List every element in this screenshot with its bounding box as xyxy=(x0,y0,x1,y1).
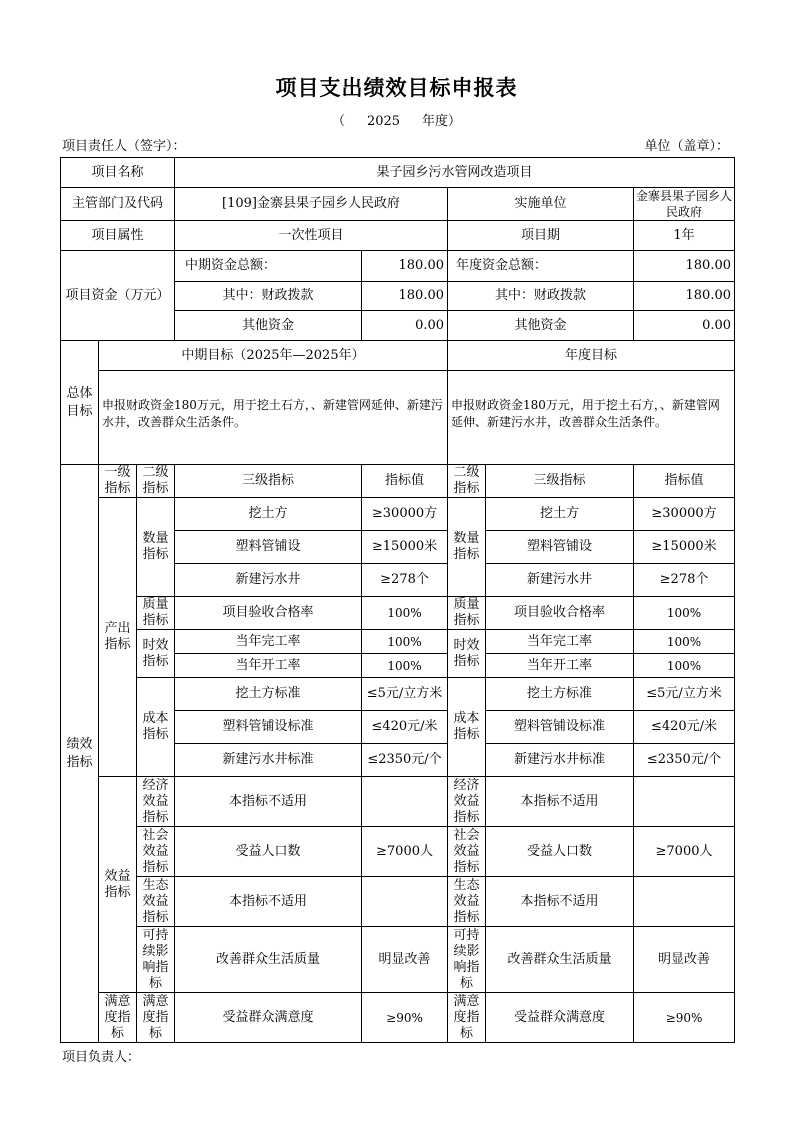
indicator-value: ≥15000米 xyxy=(362,531,448,564)
indicator-value: ≤2350元/个 xyxy=(362,744,448,777)
indicator-name: 本指标不适用 xyxy=(175,777,362,827)
year-ecological-indicator-label: 生态效益指标 xyxy=(448,877,486,927)
indicator-name: 项目验收合格率 xyxy=(175,597,362,630)
year-indicator-name: 当年开工率 xyxy=(486,654,634,678)
year-other-value: 0.00 xyxy=(634,311,735,341)
department-row xyxy=(61,188,735,221)
year-level2-header: 二级指标 xyxy=(448,465,486,498)
indicator-value: 100% xyxy=(362,654,448,678)
indicator-row xyxy=(61,597,735,630)
year-indicator-name: 本指标不适用 xyxy=(486,777,634,827)
project-lead-label: 项目负责人： xyxy=(62,1050,141,1065)
performance-indicator-label: 绩效指标 xyxy=(61,465,99,1043)
year-open: （ xyxy=(331,114,345,129)
year-indicator-value: ≤420元/米 xyxy=(634,711,735,744)
unit-seal-label: 单位（盖章）： xyxy=(644,139,729,154)
output-indicator-label: 产出指标 xyxy=(99,498,137,777)
year-goal-header: 年度目标 xyxy=(448,341,735,371)
project-attribute-value: 一次性项目 xyxy=(175,221,448,251)
project-period-value: 1年 xyxy=(634,221,735,251)
satisfaction-level1-label: 满意度指标 xyxy=(99,993,137,1043)
indicator-value: ≤5元/立方米 xyxy=(362,678,448,711)
year-sustainability-indicator-label: 可持续影响指标 xyxy=(448,927,486,993)
mid-fiscal-label: 其中：财政拨款 xyxy=(175,282,362,311)
timeliness-indicator-label: 时效指标 xyxy=(137,630,175,678)
year-satisfaction-level2-label: 满意度指标 xyxy=(448,993,486,1043)
year-indicator-value xyxy=(634,777,735,827)
year-other-label: 其他资金 xyxy=(448,311,634,341)
mid-other-label: 其他资金 xyxy=(175,311,362,341)
indicator-value: ≤420元/米 xyxy=(362,711,448,744)
year-indicator-name: 塑料管铺设标准 xyxy=(486,711,634,744)
year-quality-indicator-label: 质量指标 xyxy=(448,597,486,630)
year-indicator-name: 本指标不适用 xyxy=(486,877,634,927)
funds-total-row xyxy=(61,251,735,282)
cost-indicator-label: 成本指标 xyxy=(137,678,175,777)
indicator-row xyxy=(61,630,735,654)
mid-total-value: 180.00 xyxy=(362,251,448,282)
sustainability-indicator-label: 可持续影响指标 xyxy=(137,927,175,993)
year-indicator-name: 改善群众生活质量 xyxy=(486,927,634,993)
quality-indicator-label: 质量指标 xyxy=(137,597,175,630)
year-suffix: 年度） xyxy=(422,114,462,129)
year-indicator-value: ≥278个 xyxy=(634,564,735,597)
satisfaction-level2-label: 满意度指标 xyxy=(137,993,175,1043)
year-quantity-indicator-label: 数量指标 xyxy=(448,498,486,597)
year-indicator-value: ≥30000方 xyxy=(634,498,735,531)
indicator-row xyxy=(61,927,735,993)
indicator-name: 塑料管铺设 xyxy=(175,531,362,564)
indicator-header-row xyxy=(61,465,735,498)
economic-indicator-label: 经济效益指标 xyxy=(137,777,175,827)
indicator-row xyxy=(61,993,735,1043)
indicator-value: ≥30000方 xyxy=(362,498,448,531)
indicator-row xyxy=(61,777,735,827)
year-indicator-value: 100% xyxy=(634,597,735,630)
indicator-value: ≥278个 xyxy=(362,564,448,597)
indicator-name: 塑料管铺设标准 xyxy=(175,711,362,744)
year-cost-indicator-label: 成本指标 xyxy=(448,678,486,777)
mid-goal-header: 中期目标（2025年—2025年） xyxy=(99,341,448,371)
year-indicator-value: ≥7000人 xyxy=(634,827,735,877)
indicator-value xyxy=(362,777,448,827)
indicator-value: 明显改善 xyxy=(362,927,448,993)
indicator-name: 当年完工率 xyxy=(175,630,362,654)
year-value-header: 指标值 xyxy=(634,465,735,498)
indicator-name: 挖土方 xyxy=(175,498,362,531)
year-indicator-value: ≥90% xyxy=(634,993,735,1043)
page-title: 项目支出绩效目标申报表 xyxy=(275,76,518,100)
year-indicator-name: 受益群众满意度 xyxy=(486,993,634,1043)
year-indicator-value: 100% xyxy=(634,654,735,678)
project-attribute-row xyxy=(61,221,735,251)
indicator-row xyxy=(61,877,735,927)
level3-header: 三级指标 xyxy=(175,465,362,498)
indicator-value: 100% xyxy=(362,630,448,654)
year-social-indicator-label: 社会效益指标 xyxy=(448,827,486,877)
year-fiscal-value: 180.00 xyxy=(634,282,735,311)
fiscal-year xyxy=(0,110,793,129)
project-attribute-label: 项目属性 xyxy=(61,221,175,251)
indicator-name: 受益人口数 xyxy=(175,827,362,877)
indicator-value: ≥7000人 xyxy=(362,827,448,877)
implementing-unit-value: 金寨县果子园乡人民政府 xyxy=(634,188,735,221)
indicator-value: 100% xyxy=(362,597,448,630)
performance-goal-table xyxy=(60,157,735,1043)
year-indicator-name: 塑料管铺设 xyxy=(486,531,634,564)
year-indicator-name: 新建污水井 xyxy=(486,564,634,597)
year-total-value: 180.00 xyxy=(634,251,735,282)
overall-goal-label: 总体目标 xyxy=(61,341,99,465)
year-level3-header: 三级指标 xyxy=(486,465,634,498)
year-goal-text: 申报财政资金180万元，用于挖土石方，、新建管网延伸、新建污水井，改善群众生活条件。 xyxy=(448,371,735,465)
indicator-row xyxy=(61,498,735,531)
year-fiscal-label: 其中：财政拨款 xyxy=(448,282,634,311)
indicator-name: 本指标不适用 xyxy=(175,877,362,927)
mid-fiscal-value: 180.00 xyxy=(362,282,448,311)
project-name-row xyxy=(61,158,735,188)
social-indicator-label: 社会效益指标 xyxy=(137,827,175,877)
indicator-name: 当年开工率 xyxy=(175,654,362,678)
goals-header-row xyxy=(61,341,735,371)
indicator-value xyxy=(362,877,448,927)
goals-text-row xyxy=(61,371,735,465)
mid-other-value: 0.00 xyxy=(362,311,448,341)
year-indicator-value: 明显改善 xyxy=(634,927,735,993)
value-header: 指标值 xyxy=(362,465,448,498)
year-total-label: 年度资金总额： xyxy=(448,251,634,282)
benefit-indicator-label: 效益指标 xyxy=(99,777,137,993)
indicator-name: 挖土方标准 xyxy=(175,678,362,711)
indicator-row xyxy=(61,678,735,711)
indicator-name: 新建污水井 xyxy=(175,564,362,597)
indicator-value: ≥90% xyxy=(362,993,448,1043)
year-economic-indicator-label: 经济效益指标 xyxy=(448,777,486,827)
year-indicator-name: 项目验收合格率 xyxy=(486,597,634,630)
mid-goal-text: 申报财政资金180万元，用于挖土石方，、新建管网延伸、新建污水井，改善群众生活条件。 xyxy=(99,371,448,465)
indicator-name: 新建污水井标准 xyxy=(175,744,362,777)
level2-header: 二级指标 xyxy=(137,465,175,498)
year-indicator-value: ≤2350元/个 xyxy=(634,744,735,777)
ecological-indicator-label: 生态效益指标 xyxy=(137,877,175,927)
year-indicator-name: 挖土方标准 xyxy=(486,678,634,711)
year-value: 2025 xyxy=(366,114,401,129)
project-period-label: 项目期 xyxy=(448,221,634,251)
year-indicator-name: 当年完工率 xyxy=(486,630,634,654)
department-value: [109]金寨县果子园乡人民政府 xyxy=(175,188,448,221)
year-indicator-value: ≤5元/立方米 xyxy=(634,678,735,711)
indicator-row xyxy=(61,827,735,877)
level1-header: 一级指标 xyxy=(99,465,137,498)
responsible-signature-label: 项目责任人（签字）： xyxy=(62,139,186,154)
quantity-indicator-label: 数量指标 xyxy=(137,498,175,597)
year-indicator-value xyxy=(634,877,735,927)
indicator-name: 改善群众生活质量 xyxy=(175,927,362,993)
year-timeliness-indicator-label: 时效指标 xyxy=(448,630,486,678)
year-indicator-name: 挖土方 xyxy=(486,498,634,531)
year-indicator-name: 新建污水井标准 xyxy=(486,744,634,777)
year-indicator-value: 100% xyxy=(634,630,735,654)
department-label: 主管部门及代码 xyxy=(61,188,175,221)
project-funds-label: 项目资金（万元） xyxy=(61,251,175,341)
year-indicator-name: 受益人口数 xyxy=(486,827,634,877)
year-indicator-value: ≥15000米 xyxy=(634,531,735,564)
indicator-name: 受益群众满意度 xyxy=(175,993,362,1043)
implementing-unit-label: 实施单位 xyxy=(448,188,634,221)
project-name-value: 果子园乡污水管网改造项目 xyxy=(175,158,735,188)
project-name-label: 项目名称 xyxy=(61,158,175,188)
mid-total-label: 中期资金总额： xyxy=(175,251,362,282)
